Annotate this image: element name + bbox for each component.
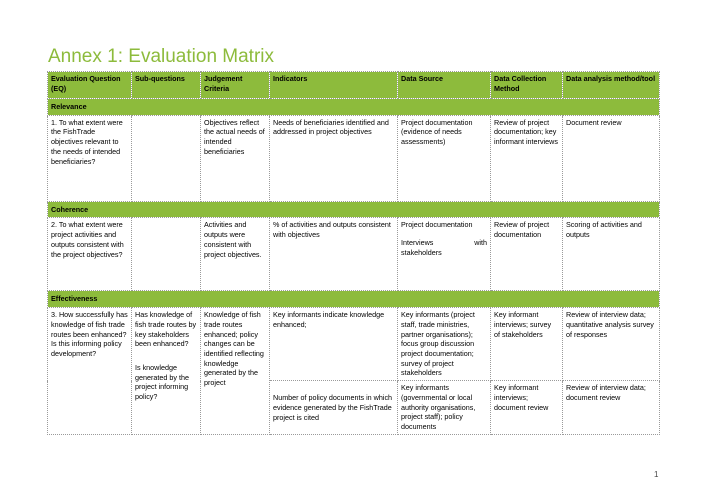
section-label: Relevance (48, 99, 660, 116)
cell-source: Project documentation (evidence of needs assessments) (398, 115, 491, 201)
cell-eq: 1. To what extent were the FishTrade objectives relevant to the needs of intended beneficiaries? (48, 115, 132, 201)
header-row (48, 72, 660, 99)
section-label: Coherence (48, 201, 660, 218)
section-label: Effectiveness (48, 291, 660, 308)
cell-indicators: % of activities and outputs consistent with objectives (270, 218, 398, 291)
sub-question-b: Is knowledge generated by the project informing policy? (135, 363, 189, 402)
cell-analysis: Document review (563, 115, 660, 201)
evaluation-matrix-table (47, 71, 660, 435)
section-row-coherence (48, 201, 660, 218)
cell-judgement: Activities and outputs were consistent with project objectives. (201, 218, 270, 291)
header-eq: Evaluation Question (EQ) (48, 72, 132, 99)
table-row (48, 218, 660, 291)
cell-indicators: Number of policy documents in which evidence generated by the FishTrade project is cited (270, 381, 398, 435)
cell-source (398, 218, 491, 291)
cell-collection: Review of project documentation; key informant interviews (491, 115, 563, 201)
table-row (48, 115, 660, 201)
cell-sub (132, 218, 201, 291)
cell-source: Key informants (governmental or local authority organisations, project staff); policy documents (398, 381, 491, 435)
cell-source: Key informants (project staff, trade ministries, partner organisations); focus group discussion project documentation; survey of project stakeholders (398, 308, 491, 381)
cell-judgement: Objectives reflect the actual needs of intended beneficiaries (201, 115, 270, 201)
cell-collection: Review of project documentation (491, 218, 563, 291)
cell-analysis: Review of interview data; quantitative analysis survey of responses (563, 308, 660, 381)
cell-analysis: Review of interview data; document review (563, 381, 660, 435)
source-item: Interviews with stakeholders (401, 238, 487, 257)
header-data-source: Data Source (398, 72, 491, 99)
cell-eq: 2. To what extent were project activities and outputs consistent with the project objectives? (48, 218, 132, 291)
cell-sub (132, 308, 201, 435)
page-title: Annex 1: Evaluation Matrix (48, 46, 275, 67)
cell-collection: Key informant interviews; document review (491, 381, 563, 435)
table-row (48, 308, 660, 381)
header-sub-questions: Sub-questions (132, 72, 201, 99)
cell-eq: 3. How successfully has knowledge of fish trade routes been enhanced? Is this informing policy development? (48, 308, 132, 435)
cell-indicators: Key informants indicate knowledge enhanced; (270, 308, 398, 381)
header-judgement-criteria: Judgement Criteria (201, 72, 270, 99)
header-indicators: Indicators (270, 72, 398, 99)
cell-judgement: Knowledge of fish trade routes enhanced; policy changes can be identified reflecting knowledge generated by the project (201, 308, 270, 435)
header-data-analysis: Data analysis method/tool (563, 72, 660, 99)
cell-collection: Key informant interviews; survey of stakeholders (491, 308, 563, 381)
section-row-effectiveness (48, 291, 660, 308)
source-item: Project documentation (401, 220, 473, 230)
cell-sub (132, 115, 201, 201)
section-row-relevance (48, 99, 660, 116)
header-data-collection: Data Collection Method (491, 72, 563, 99)
cell-indicators: Needs of beneficiaries identified and addressed in project objectives (270, 115, 398, 201)
cell-analysis: Scoring of activities and outputs (563, 218, 660, 291)
page-number: 1 (654, 470, 659, 479)
sub-question-a: Has knowledge of fish trade routes by key stakeholders been enhanced? (135, 310, 197, 349)
